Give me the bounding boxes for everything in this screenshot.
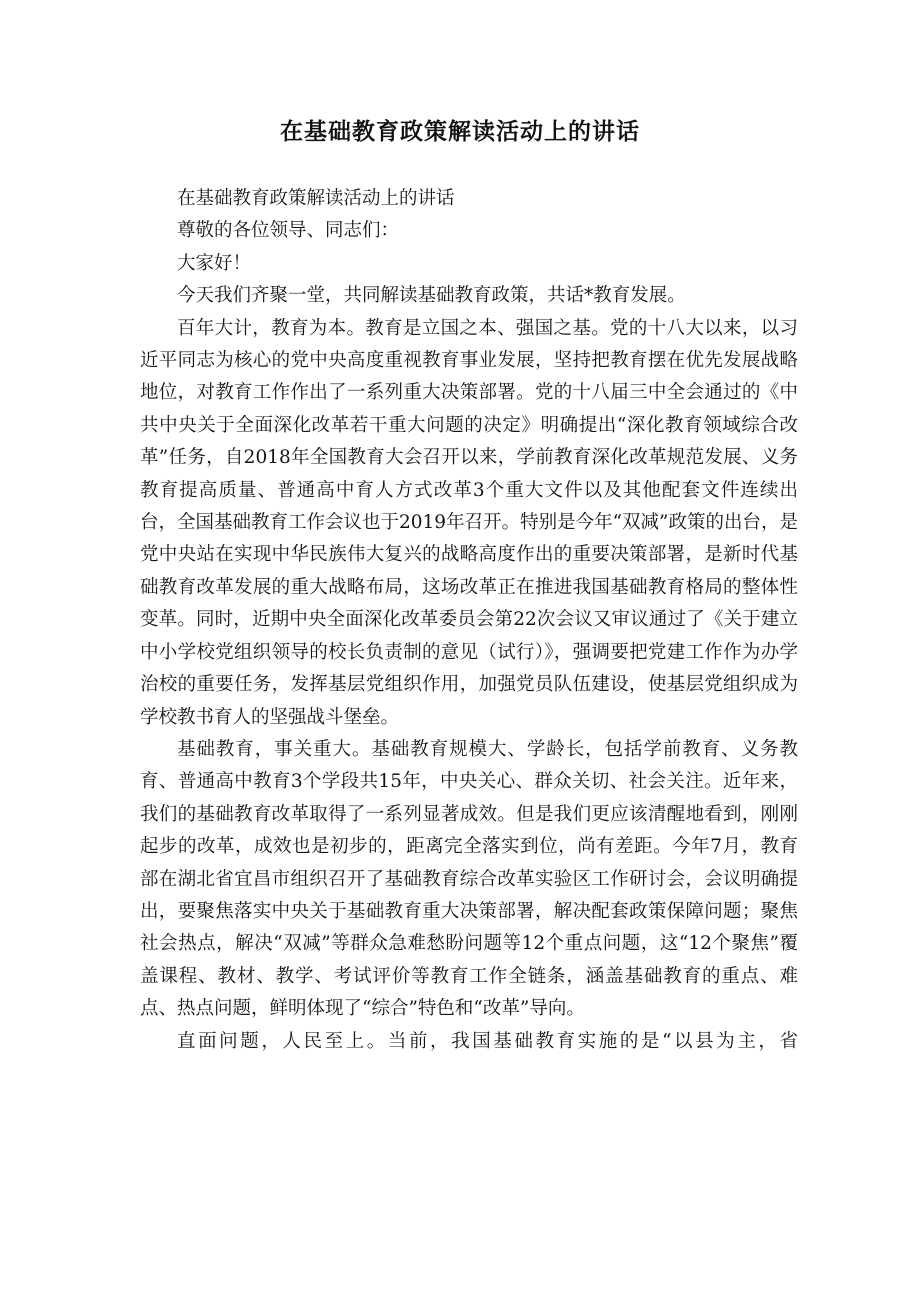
body-paragraph-face-problems: 直面问题，人民至上。当前，我国基础教育实施的是“以县为主，省 [177, 1030, 798, 1052]
document-body [140, 183, 798, 1058]
body-paragraph-basic-education: 基础教育，事关重大。基础教育规模大、学龄长，包括学前教育、义务教育、普通高中教育3个学段共15年，中央关心、群众关切、社会关注。近年来，我们的基础教育改革取得了一系列显著成效。但是我们更应该清醒地看到，刚刚起步的改革，成效也是初步的，距离完全落实到位，尚有差距。今年7月，教育部在湖北省宜昌市组织召开了基础教育综合改革实验区工作研讨会，会议明确提出，要聚焦落实中央关于基础教育重大决策部署，解决配套政策保障问题；聚焦社会热点，解决“双减”等群众急难愁盼问题等12个重点问题，这“12个聚焦”覆盖课程、教材、教学、考试评价等教育工作全链条，涵盖基础教育的重点、难点、热点问题，鲜明体现了“综合”特色和“改革”导向。 [140, 738, 798, 1020]
body-paragraph-greeting: 大家好！ [177, 252, 252, 274]
body-paragraph-subtitle: 在基础教育政策解读活动上的讲话 [177, 188, 455, 209]
body-paragraph-salutation: 尊敬的各位领导、同志们： [177, 220, 400, 242]
document-title: 在基础教育政策解读活动上的讲话 [280, 119, 640, 145]
body-paragraph-opening: 今天我们齐聚一堂，共同解读基础教育政策，共话*教育发展。 [177, 285, 686, 307]
body-paragraph-education-priority: 百年大计，教育为本。教育是立国之本、强国之基。党的十八大以来，以习近平同志为核心的党中央高度重视教育事业发展，坚持把教育摆在优先发展战略地位，对教育工作作出了一系列重大决策部署。党的十八届三中全会通过的《中共中央关于全面深化改革若干重大问题的决定》明确提出“深化教育领域综合改革”任务，自2018年全国教育大会召开以来，学前教育深化改革规范发展、义务教育提高质量、普通高中育人方式改革3个重大文件以及其他配套文件连续出台，全国基础教育工作会议也于2019年召开。特别是今年“双减”政策的出台，是党中央站在实现中华民族伟大复兴的战略高度作出的重要决策部署，是新时代基础教育改革发展的重大战略布局，这场改革正在推进我国基础教育格局的整体性变革。同时，近期中央全面深化改革委员会第22次会议又审议通过了《关于建立中小学校党组织领导的校长负责制的意见（试行）》，强调要把党建工作作为办学治校的重要任务，发挥基层党组织作用，加强党员队伍建设，使基层党组织成为学校教书育人的坚强战斗堡垒。 [140, 317, 798, 728]
